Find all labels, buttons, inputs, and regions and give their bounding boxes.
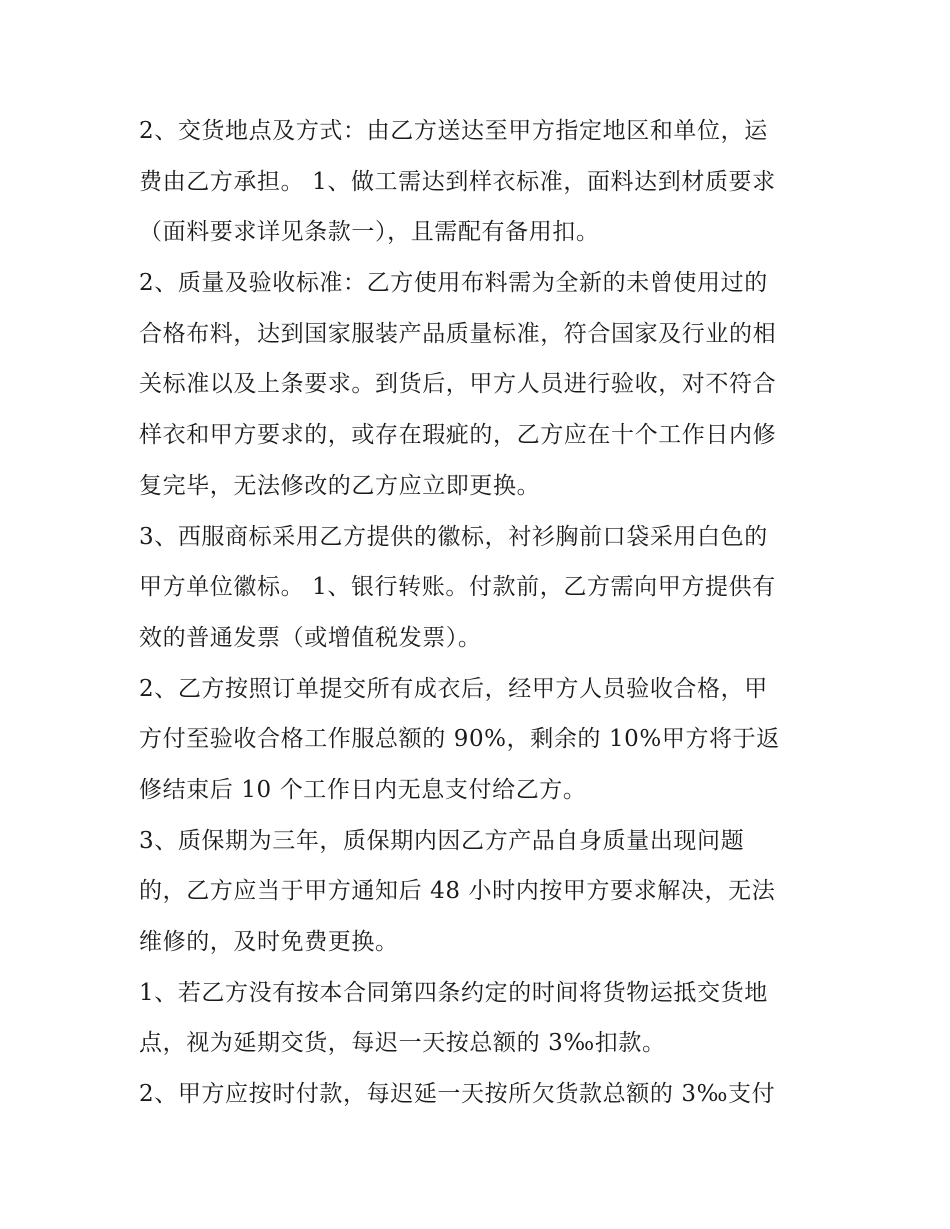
text-line: 维修的，及时免费更换。 [139,929,399,955]
text-line: 样衣和甲方要求的，或存在瑕疵的，乙方应在十个工作日内修 [139,422,777,449]
text-line: 复完毕，无法修改的乙方应立即更换。 [139,472,541,499]
text-line: 3、西服商标采用乙方提供的徽标，衬衫胸前口袋采用白色的 [139,523,768,550]
text-line: 修结束后 10 个工作日内无息支付给乙方。 [139,776,587,803]
text-line: 方付至验收合格工作服总额的 90%，剩余的 10%甲方将于返 [139,726,780,753]
text-line: 2、交货地点及方式：由乙方送达至甲方指定地区和单位，运 [139,118,768,144]
text-line: 的，乙方应当于甲方通知后 48 小时内按甲方要求解决，无法 [139,878,776,905]
text-line: 效的普通发票（或增值税发票）。 [139,624,482,651]
text-line: 关标准以及上条要求。到货后，甲方人员进行验收，对不符合 [139,371,777,398]
text-line: 费由乙方承担。 1、做工需达到样衣标准，面料达到材质要求 [139,168,776,195]
text-line: 2、质量及验收标准：乙方使用布料需为全新的未曾使用过的 [139,270,768,297]
text-line: 3、质保期为三年，质保期内因乙方产品自身质量出现问题 [139,827,745,854]
text-line: 合格布料，达到国家服装产品质量标准，符合国家及行业的相 [139,320,777,347]
document-body [139,110,809,1124]
text-line: （面料要求详见条款一），且需配有备用扣。 [139,219,600,246]
text-line: 2、甲方应按时付款，每迟延一天按所欠货款总额的 3‰支付 [139,1081,776,1108]
text-line: 点，视为延期交货，每迟一天按总额的 3‰扣款。 [139,1030,666,1057]
text-line: 甲方单位徽标。 1、银行转账。付款前，乙方需向甲方提供有 [139,574,776,601]
text-line: 1、若乙方没有按本合同第四条约定的时间将货物运抵交货地 [139,979,768,1006]
text-line: 2、乙方按照订单提交所有成衣后，经甲方人员验收合格，甲 [139,675,768,702]
